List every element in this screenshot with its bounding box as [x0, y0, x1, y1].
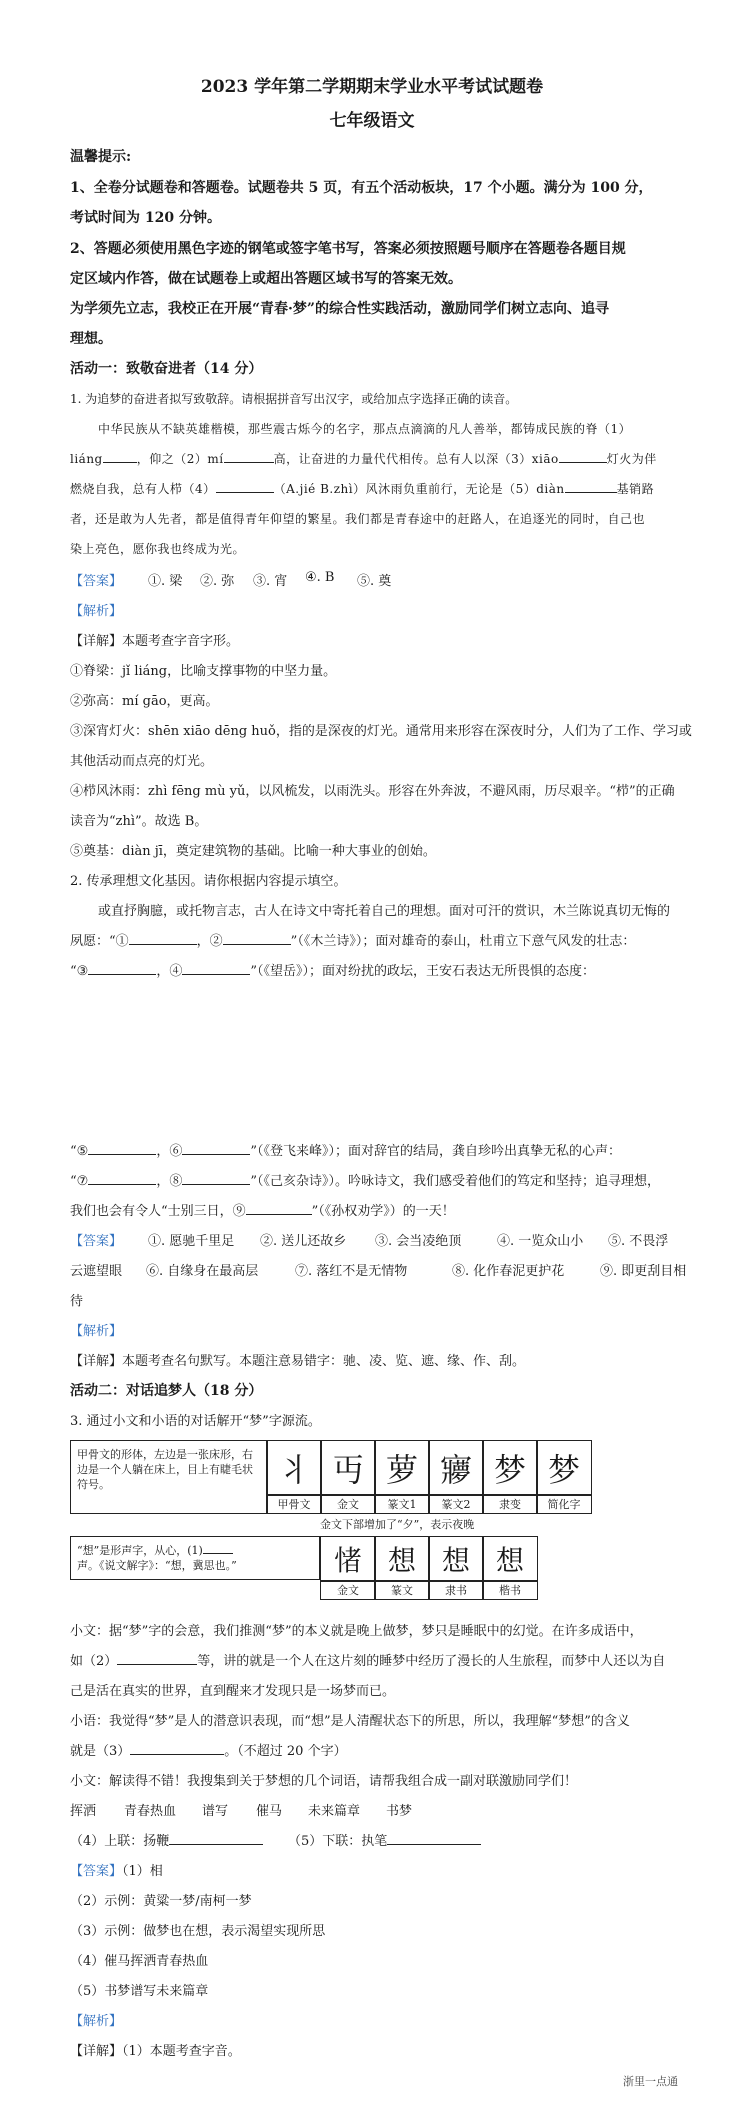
detail-2: 【详解】本题考查名句默写。本题注意易错字：驰、凌、览、遮、缘、作、刮。	[70, 1354, 526, 1369]
explain-3b: 其他活动而点亮的灯光。	[70, 754, 214, 769]
tip-3b: 理想。	[70, 331, 112, 347]
answer-2-7: ⑦. 落红不是无情物	[295, 1264, 408, 1279]
label-xiang-clerical: 隶书	[428, 1580, 484, 1600]
answer-2-5b: 云遮望眼	[70, 1264, 123, 1279]
answer-3-4: （4）催马挥洒青春热血	[70, 1954, 209, 1969]
couplet-lower: （5）下联：执笔	[288, 1830, 481, 1849]
answer-2-4: ④. 一览众山小	[497, 1234, 584, 1249]
answer-1-3: ③. 宵	[253, 574, 288, 589]
passage-line-1: 中华民族从不缺英雄楷模，那些震古烁今的名字，那点点滴滴的凡人善举，都铸成民族的脊（1）	[98, 422, 632, 436]
analysis-tag-1: 【解析】	[70, 604, 123, 619]
dialog-2a: 小语：我觉得“梦”是人的潜意识表现，而“想”是人清醒状态下的所思，所以，我理解“梦想”的含义	[70, 1714, 630, 1729]
answer-1-2: ②. 弥	[200, 574, 235, 589]
label-xiang-regular: 楷书	[482, 1580, 538, 1600]
tip-3a: 为学须先立志，我校正在开展“青春·梦”的综合性实践活动，激励同学们树立志向、追寻	[70, 301, 609, 317]
label-simplified: 简化字	[536, 1494, 592, 1514]
label-xiang-seal: 篆文	[374, 1580, 430, 1600]
detail-1: 【详解】本题考查字音字形。	[70, 634, 240, 649]
glyph-xiang-bronze: 㥩	[320, 1536, 376, 1582]
answer-2-3: ③. 会当凌绝顶	[375, 1234, 462, 1249]
question-3: 3. 通过小文和小语的对话解开“梦”字源流。	[70, 1414, 321, 1429]
label-bronze: 金文	[320, 1494, 376, 1514]
answer-2-9: ⑨. 即更刮目相	[600, 1264, 687, 1279]
note-box-1	[70, 1440, 268, 1514]
analysis-tag-3: 【解析】	[70, 2014, 123, 2029]
word-6: 书梦	[386, 1804, 413, 1819]
q2-line-2: 夙愿：“① ，② ”（《木兰诗》）；面对雄奇的泰山，杜甫立下意气风发的壮志：	[70, 934, 636, 949]
answer-tag-1: 【答案】	[70, 574, 123, 589]
answer-1-1: ①. 梁	[148, 574, 183, 589]
analysis-tag-2: 【解析】	[70, 1324, 123, 1339]
detail-3: 【详解】（1）本题考查字音。	[70, 2044, 241, 2059]
q2-line-4: “⑤ ，⑥ ”（《登飞来峰》）；面对辞官的结局，龚自珍吟出真挚无私的心声：	[70, 1144, 621, 1159]
dialog-1b: 如（2） 等，讲的就是一个人在这片刻的睡梦中经历了漫长的人生旅程，而梦中人还以为自	[70, 1654, 666, 1669]
passage-line-2: liáng ，仰之（2）mí 高，让奋进的力量代代相传。总有人以深（3）xiāo 灯火为伴	[70, 452, 657, 466]
explain-4a: ④栉风沐雨：zhì fēng mù yǔ，以风梳发，以雨洗头。形容在外奔波，不避风雨，历尽艰辛。“栉”的正确	[70, 784, 675, 799]
dialog-1a: 小文：据“梦”字的会意，我们推测“梦”的本义就是晚上做梦，梦只是睡眠中的幻觉。在许多成语中，	[70, 1624, 643, 1639]
q2-line-5: “⑦ ，⑧ ”（《己亥杂诗》）。吟咏诗文，我们感受着他们的笃定和坚持；追寻理想，	[70, 1174, 660, 1189]
word-3: 谱写	[202, 1804, 229, 1819]
question-1: 1. 为追梦的奋进者拟写致敬辞。请根据拼音写出汉字，或给加点字选择正确的读音。	[70, 392, 518, 406]
passage-line-3: 燃烧自我，总有人栉（4） （A.jié B.zhì）风沐雨负重前行，无论是（5）diàn 基销路	[70, 482, 655, 496]
q2-line-6: 我们也会有令人“士别三日，⑨ ”（《孙权劝学》）的一天！	[70, 1204, 455, 1219]
exam-title: 2023 学年第二学期期末学业水平考试试题卷	[200, 77, 544, 97]
glyph-xiang-regular: 想	[482, 1536, 538, 1582]
glyph-simplified: 梦	[536, 1440, 592, 1496]
explain-2: ②弥高：mí gāo，更高。	[70, 694, 219, 709]
word-1: 挥洒	[70, 1804, 97, 1819]
answer-2-9b: 待	[70, 1294, 84, 1309]
dialog-3: 小文：解读得不错！我搜集到关于梦想的几个词语，请帮我组合成一副对联激励同学们！	[70, 1774, 578, 1789]
label-xiang-bronze: 金文	[320, 1580, 376, 1600]
dialog-1c: 己是活在真实的世界，直到醒来才发现只是一场梦而已。	[70, 1684, 396, 1699]
word-5: 未来篇章	[308, 1804, 361, 1819]
q2-line-1: 或直抒胸臆，或托物言志，古人在诗文中寄托着自己的理想。面对可汗的赏识，木兰陈说真切无悔的	[98, 904, 671, 919]
label-seal-1: 篆文1	[374, 1494, 430, 1514]
answer-tag-3: 【答案】（1）相	[70, 1864, 163, 1879]
dialog-2b: 就是（3） 。（不超过 20 个字）	[70, 1744, 347, 1759]
glyph-clerical: 梦	[482, 1440, 538, 1496]
answer-3-5: （5）书梦谱写未来篇章	[70, 1984, 209, 1999]
answer-tag-2: 【答案】	[70, 1234, 123, 1249]
activity1-heading: 活动一：致敬奋进者（14 分）	[70, 361, 263, 377]
tip-2b: 定区域内作答，做在试题卷上或超出答题区域书写的答案无效。	[70, 271, 462, 287]
glyph-xiang-clerical: 想	[428, 1536, 484, 1582]
glyph-seal-1: 萝	[374, 1440, 430, 1496]
explain-3a: ③深宵灯火：shēn xiāo dēng huǒ，指的是深夜的灯光。通常用来形容在深夜时分，人们为了工作、学习或	[70, 724, 692, 739]
word-2: 青春热血	[124, 1804, 177, 1819]
answer-3-2: （2）示例：黄粱一梦/南柯一梦	[70, 1894, 252, 1909]
glyph-seal-2: 㝱	[428, 1440, 484, 1496]
footer-brand: 浙里一点通	[623, 2075, 678, 2088]
tip-1a: 1、全卷分试题卷和答题卷。试题卷共 5 页，有五个活动板块，17 个小题。满分为 100 分，	[70, 180, 653, 196]
answer-2-8: ⑧. 化作春泥更护花	[452, 1264, 565, 1279]
activity2-heading: 活动二：对话追梦人（18 分）	[70, 1383, 263, 1399]
tip-1b: 考试时间为 120 分钟。	[70, 210, 221, 226]
explain-5: ⑤奠基：diàn jī，奠定建筑物的基础。比喻一种大事业的创始。	[70, 844, 436, 859]
question-2: 2. 传承理想文化基因。请你根据内容提示填空。	[70, 874, 347, 889]
answer-2-6: ⑥. 自缘身在最高层	[146, 1264, 259, 1279]
answer-2-1: ①. 愿驰千里足	[148, 1234, 235, 1249]
label-clerical: 隶变	[482, 1494, 538, 1514]
note-1: 甲骨文的形体，左边是一张床形，右边是一个人躺在床上，目上有睫毛状符号。	[77, 1448, 253, 1491]
note-box-2	[70, 1536, 320, 1580]
label-oracle: 甲骨文	[266, 1494, 322, 1514]
exam-subtitle: 七年级语文	[329, 111, 415, 131]
note-2: “想”是形声字，从心，(1) 声。《说文解字》：“想，冀思也。”	[77, 1541, 317, 1573]
passage-line-5: 染上亮色，愿你我也终成为光。	[70, 542, 246, 556]
answer-1-5: ⑤. 奠	[357, 574, 392, 589]
glyph-oracle: ⺦	[266, 1440, 322, 1496]
mid-note: 金文下部增加了“夕”，表示夜晚	[320, 1518, 475, 1531]
tips-heading: 温馨提示:	[70, 149, 132, 165]
answer-2-5: ⑤. 不畏浮	[608, 1234, 669, 1249]
label-seal-2: 篆文2	[428, 1494, 484, 1514]
couplet-upper: （4）上联：扬鞭	[70, 1830, 263, 1849]
explain-1: ①脊梁：jǐ liáng，比喻支撑事物的中坚力量。	[70, 664, 337, 679]
answer-3-3: （3）示例：做梦也在想，表示渴望实现所思	[70, 1924, 326, 1939]
tip-2a: 2、答题必须使用黑色字迹的钢笔或签字笔书写，答案必须按照题号顺序在答题卷各题目规	[70, 241, 626, 257]
glyph-xiang-seal: 想	[374, 1536, 430, 1582]
word-4: 催马	[256, 1804, 283, 1819]
q2-line-3: “③ ，④ ”（《望岳》）；面对纷扰的政坛，王安石表达无所畏惧的态度：	[70, 964, 595, 979]
explain-4b: 读音为“zhì”。故选 B。	[70, 814, 208, 829]
answer-2-2: ②. 送儿还故乡	[260, 1234, 347, 1249]
passage-line-4: 者，还是敢为人先者，都是值得青年仰望的繁星。我们都是青春途中的赶路人，在追逐光的同时，自己也	[70, 512, 646, 526]
glyph-bronze: 丏	[320, 1440, 376, 1496]
answer-1-4: ④. B	[305, 570, 335, 585]
